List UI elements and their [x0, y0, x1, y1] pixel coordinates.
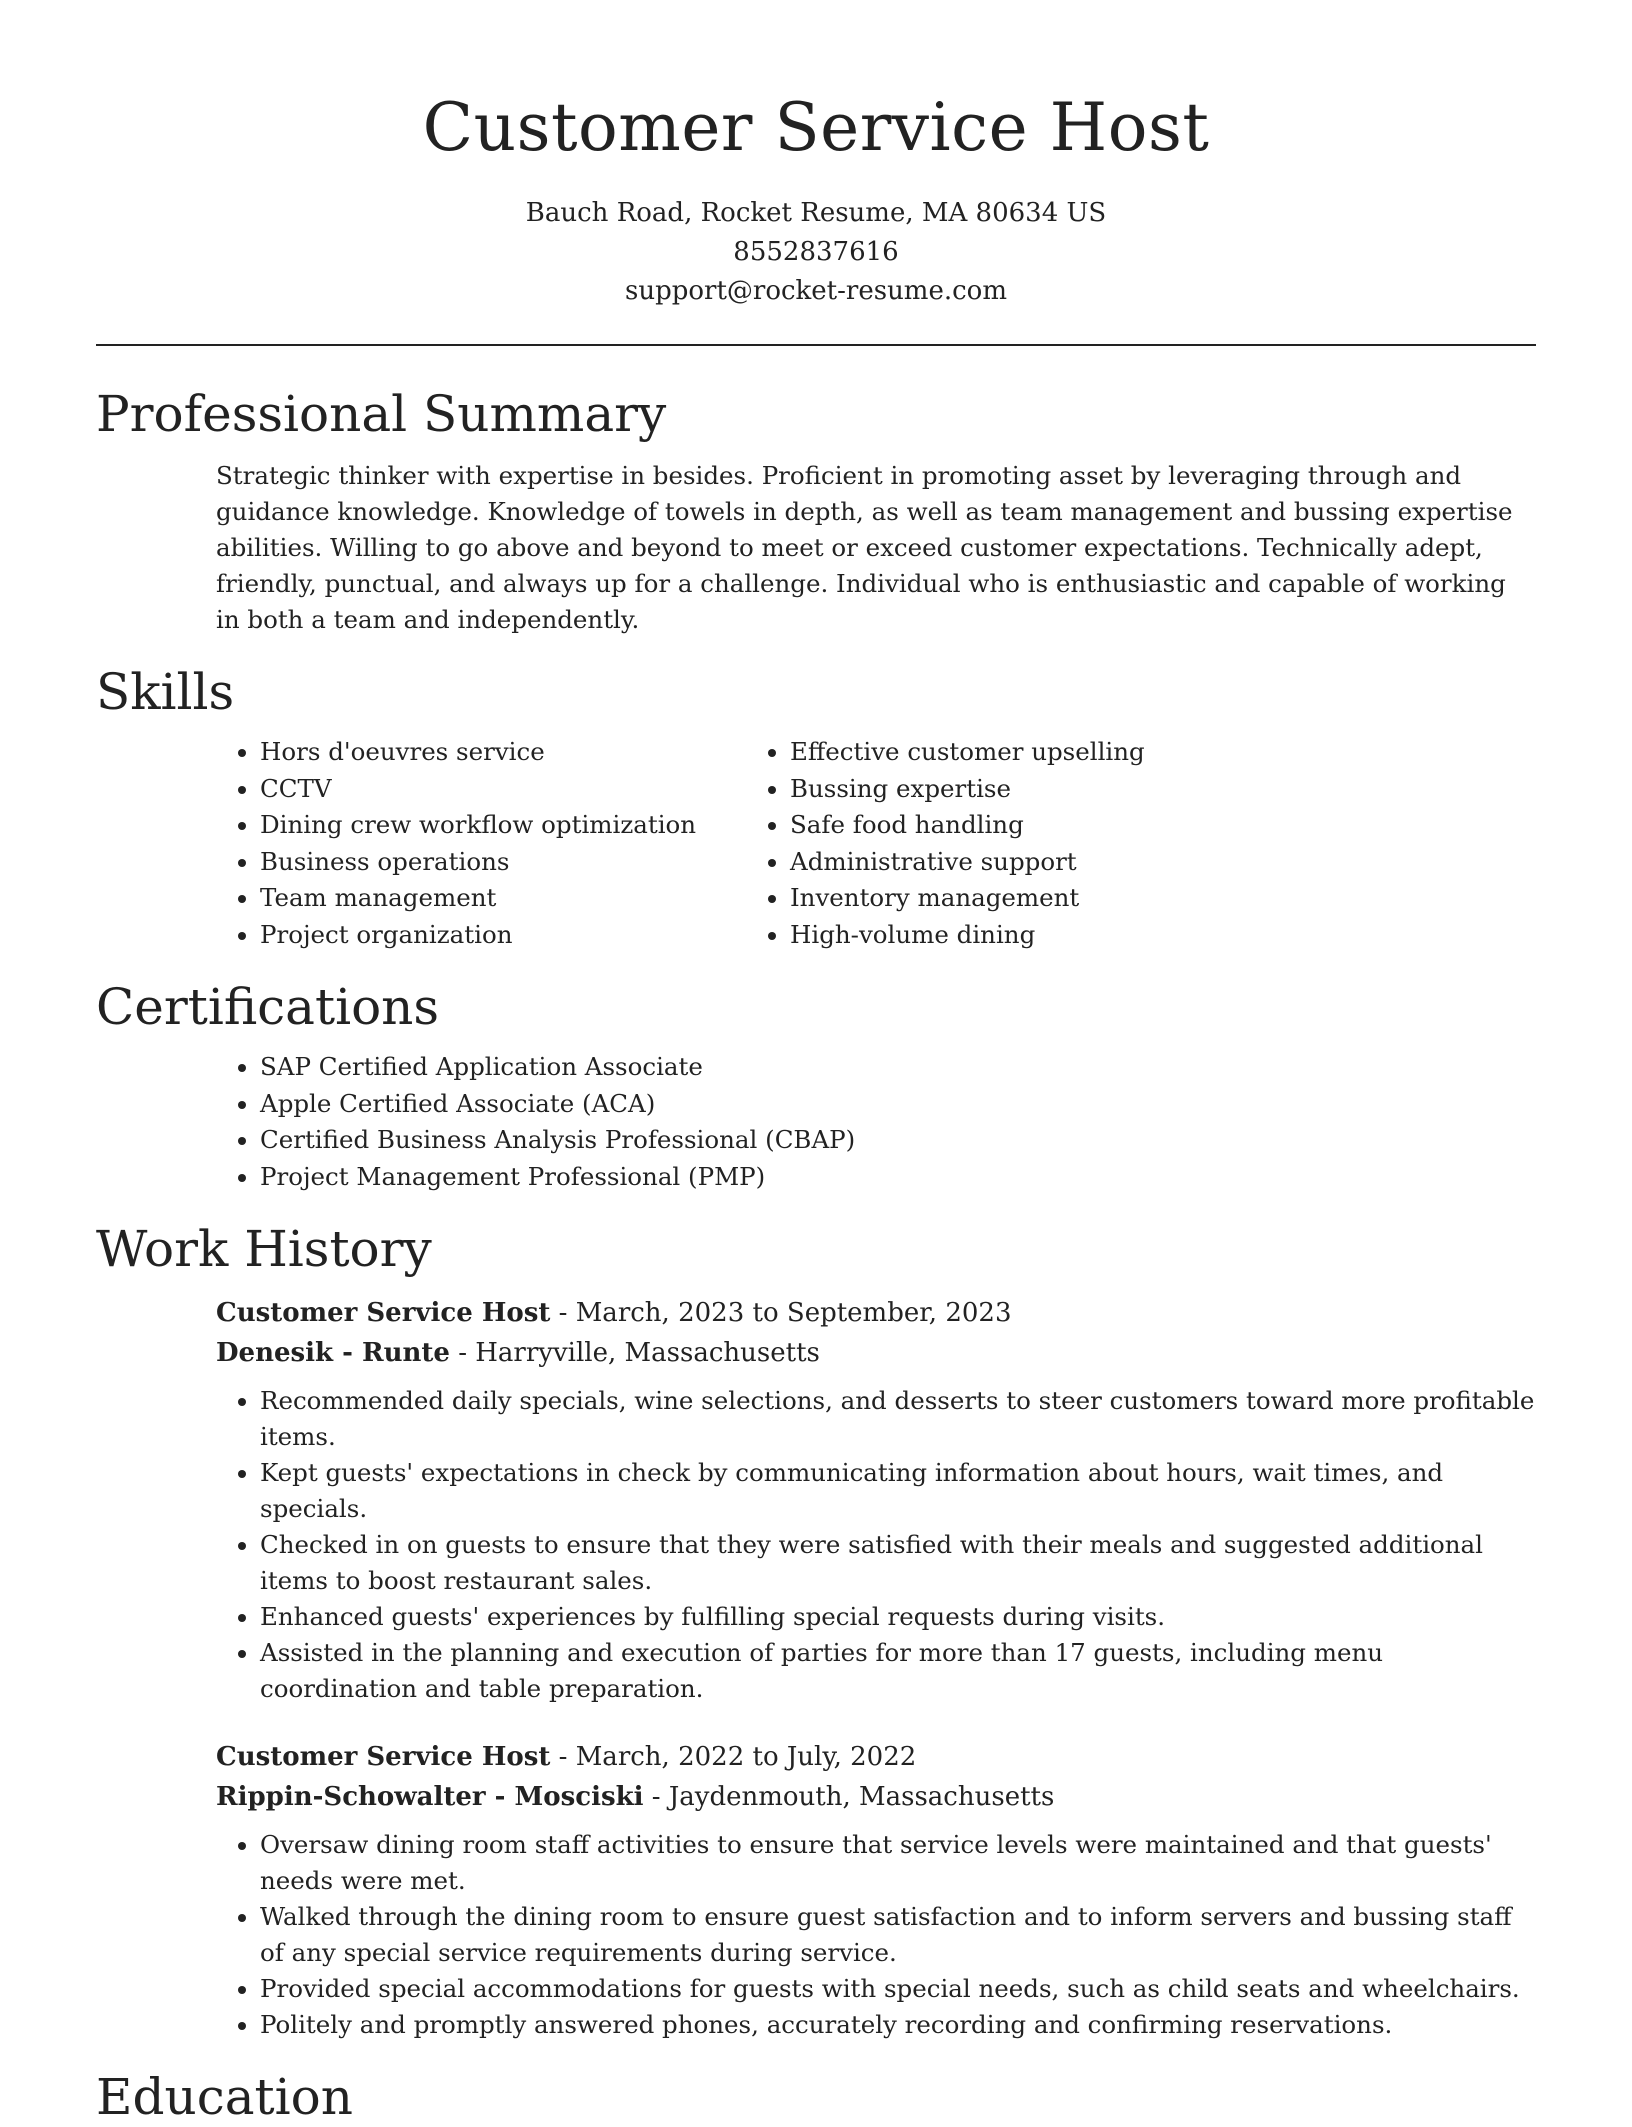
job-bullet: • Kept guests' expectations in check by communicating information about hours, wait times, and specials. — [260, 1455, 1536, 1527]
contact-phone: 8552837616 — [733, 237, 899, 267]
job-entry — [96, 1293, 1536, 1373]
job-bullet: • Politely and promptly answered phones, accurately recording and confirming reservations. — [260, 2007, 1536, 2043]
job-bullets — [96, 1383, 1536, 1707]
skill-item: • Team management — [260, 880, 746, 917]
certifications-section — [96, 977, 1536, 1195]
skills-column-right — [746, 734, 1396, 953]
skill-item: • High-volume dining — [790, 917, 1396, 954]
resume-name: Customer Service Host — [422, 89, 1210, 166]
skill-item: • Safe food handling — [790, 807, 1396, 844]
header-divider — [96, 344, 1536, 346]
skill-item: • Project organization — [260, 917, 746, 954]
job-title-line — [216, 1293, 1536, 1333]
job-bullets — [96, 1827, 1536, 2043]
education-heading: Education — [96, 2068, 353, 2126]
skill-item: • Effective customer upselling — [790, 734, 1396, 771]
certification-item: • Apple Certified Associate (ACA) — [260, 1086, 1536, 1123]
job-company-line — [216, 1333, 1536, 1373]
work-history-heading: Work History — [96, 1220, 432, 1278]
skill-item: • Administrative support — [790, 844, 1396, 881]
job-position: Customer Service Host — [216, 1742, 551, 1772]
job-dates: - March, 2022 to July, 2022 — [550, 1742, 917, 1772]
certification-item: • SAP Certified Application Associate — [260, 1049, 1536, 1086]
job-bullet: • Provided special accommodations for guests with special needs, such as child seats and wheelchairs. — [260, 1971, 1536, 2007]
job-entry — [96, 1737, 1536, 1817]
job-bullet: • Oversaw dining room staff activities to ensure that service levels were maintained and that guests' needs were met. — [260, 1827, 1536, 1899]
skill-item: • Business operations — [260, 844, 746, 881]
contact-info — [96, 194, 1536, 311]
skill-item: • Hors d'oeuvres service — [260, 734, 746, 771]
skill-item: • Dining crew workflow optimization — [260, 807, 746, 844]
job-bullet: • Enhanced guests' experiences by fulfilling special requests during visits. — [260, 1599, 1536, 1635]
summary-heading: Professional Summary — [96, 385, 667, 443]
job-bullet: • Assisted in the planning and execution of parties for more than 17 guests, including menu coordination and table preparation. — [260, 1635, 1536, 1707]
certification-item: • Project Management Professional (PMP) — [260, 1159, 1536, 1196]
job-bullet: • Checked in on guests to ensure that they were satisfied with their meals and suggested additional items to boost restaurant sales. — [260, 1527, 1536, 1599]
skill-item: • CCTV — [260, 771, 746, 808]
job-position: Customer Service Host — [216, 1298, 551, 1328]
job-company-line — [216, 1777, 1536, 1817]
skill-item: • Bussing expertise — [790, 771, 1396, 808]
job-location: - Harryville, Massachusetts — [449, 1338, 820, 1368]
skill-item: • Inventory management — [790, 880, 1396, 917]
certification-item: • Certified Business Analysis Professional (CBAP) — [260, 1122, 1536, 1159]
job-location: - Jaydenmouth, Massachusetts — [643, 1782, 1055, 1812]
contact-email: support@rocket-resume.com — [624, 276, 1007, 306]
skills-column-left — [96, 734, 746, 953]
contact-address: Bauch Road, Rocket Resume, MA 80634 US — [525, 198, 1107, 228]
job-dates: - March, 2023 to September, 2023 — [550, 1298, 1012, 1328]
resume-header — [96, 0, 1536, 311]
summary-text: Strategic thinker with expertise in besides. Proficient in promoting asset by leveraging through and guidance knowledge. Knowledge of towels in depth, as well as team management and bussing expertise abilities. Willing to go above and beyond to meet or exceed customer expectations. Technically adept, friendly, punctual, and always up for a challenge. Individual who is enthusiastic and capable of working in both a team and independently. — [216, 461, 1513, 634]
job-company: Denesik - Runte — [216, 1338, 450, 1368]
job-bullet: • Recommended daily specials, wine selections, and desserts to steer customers toward more profitable items. — [260, 1383, 1536, 1455]
work-history-section — [96, 1219, 1536, 2043]
job-title-line — [216, 1737, 1536, 1777]
skills-section — [96, 662, 1536, 953]
summary-section — [96, 384, 1536, 638]
job-bullet: • Walked through the dining room to ensure guest satisfaction and to inform servers and bussing staff of any special service requirements during service. — [260, 1899, 1536, 1971]
job-company: Rippin-Schowalter - Mosciski — [216, 1782, 644, 1812]
skills-heading: Skills — [96, 663, 235, 721]
education-section — [96, 2067, 1536, 2127]
certifications-heading: Certifications — [96, 978, 440, 1036]
resume-page — [96, 0, 1536, 2127]
